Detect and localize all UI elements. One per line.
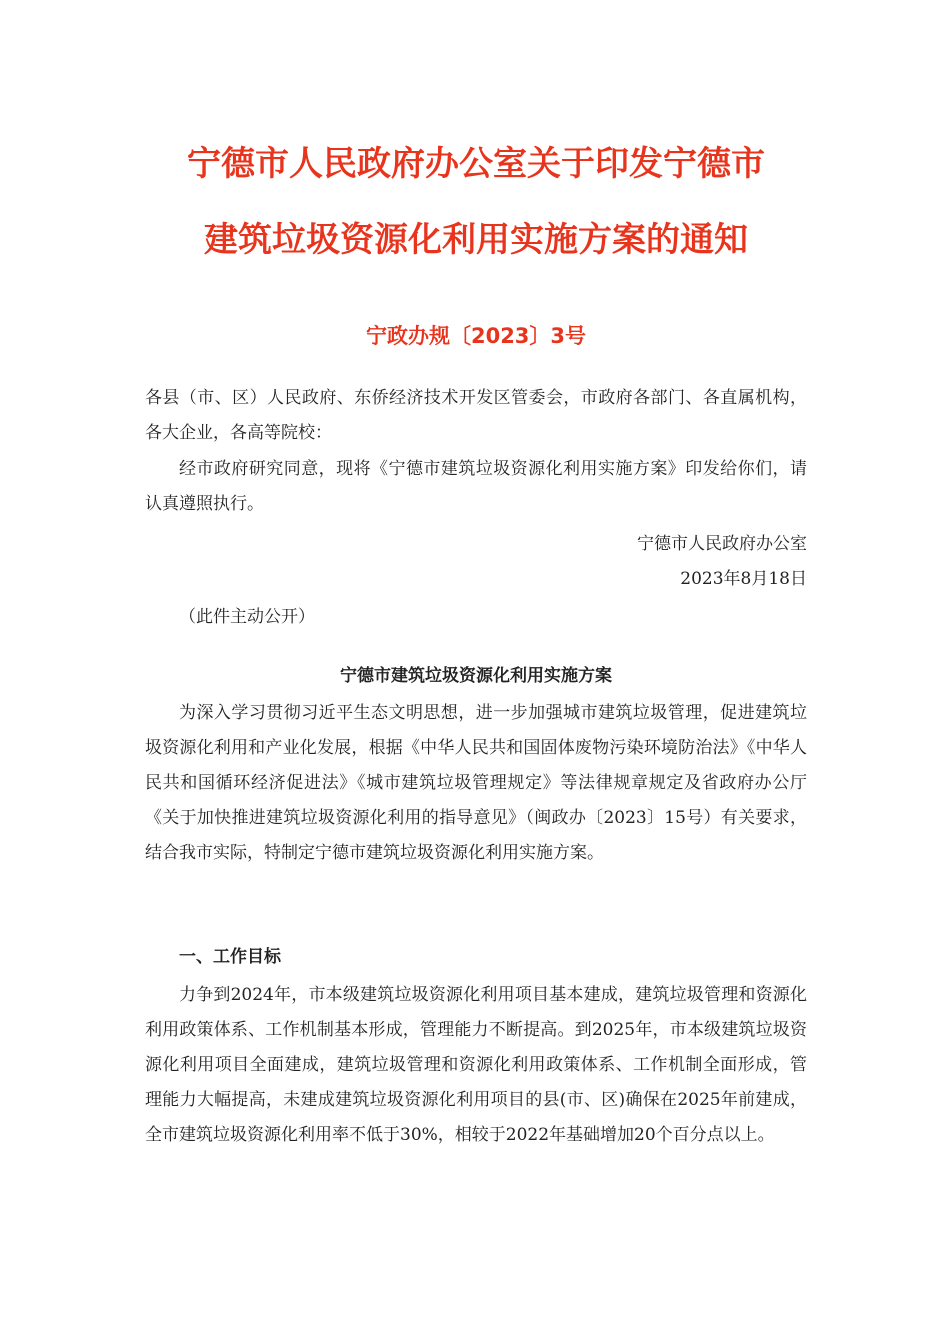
issue-date: 2023年8月18日 — [680, 569, 807, 589]
plan-intro-paragraph: 为深入学习贯彻习近平生态文明思想，进一步加强城市建筑垃圾管理，促进建筑垃圾资源化利用和产业化发展，根据《中华人民共和国固体废物污染环境防治法》《中华人民共和国循环经济促进法》《城市建筑垃圾管理规定》等法律规章规定及省政府办公厅《关于加快推进建筑垃圾资源化利用的指导意见》（闽政办〔2023〕15号）有关要求，结合我市实际，特制定宁德市建筑垃圾资源化利用实施方案。 — [145, 703, 807, 863]
disclosure-note: （此件主动公开） — [179, 607, 315, 627]
section-goals-paragraph: 力争到2024年，市本级建筑垃圾资源化利用项目基本建成，建筑垃圾管理和资源化利用政策体系、工作机制基本形成，管理能力不断提高。到2025年，市本级建筑垃圾资源化利用项目全面建成，建筑垃圾管理和资源化利用政策体系、工作机制全面形成，管理能力大幅提高，未建成建筑垃圾资源化利用项目的县(市、区)确保在2025年前建成，全市建筑垃圾资源化利用率不低于30%，相较于2022年基础增加20个百分点以上。 — [145, 985, 807, 1145]
plan-title: 宁德市建筑垃圾资源化利用实施方案 — [340, 666, 612, 686]
recipients-paragraph: 各县（市、区）人民政府、东侨经济技术开发区管委会，市政府各部门、各直属机构，各大企业，各高等院校： — [145, 388, 807, 443]
document-title-line-2: 建筑垃圾资源化利用实施方案的通知 — [204, 220, 748, 260]
document-number: 宁政办规〔2023〕3号 — [365, 324, 587, 348]
issuer-name: 宁德市人民政府办公室 — [637, 534, 807, 554]
section-heading-goals: 一、工作目标 — [179, 947, 281, 967]
notice-body-paragraph: 经市政府研究同意，现将《宁德市建筑垃圾资源化利用实施方案》印发给你们，请认真遵照执行。 — [145, 459, 807, 514]
document-title-line-1: 宁德市人民政府办公室关于印发宁德市 — [187, 144, 765, 184]
